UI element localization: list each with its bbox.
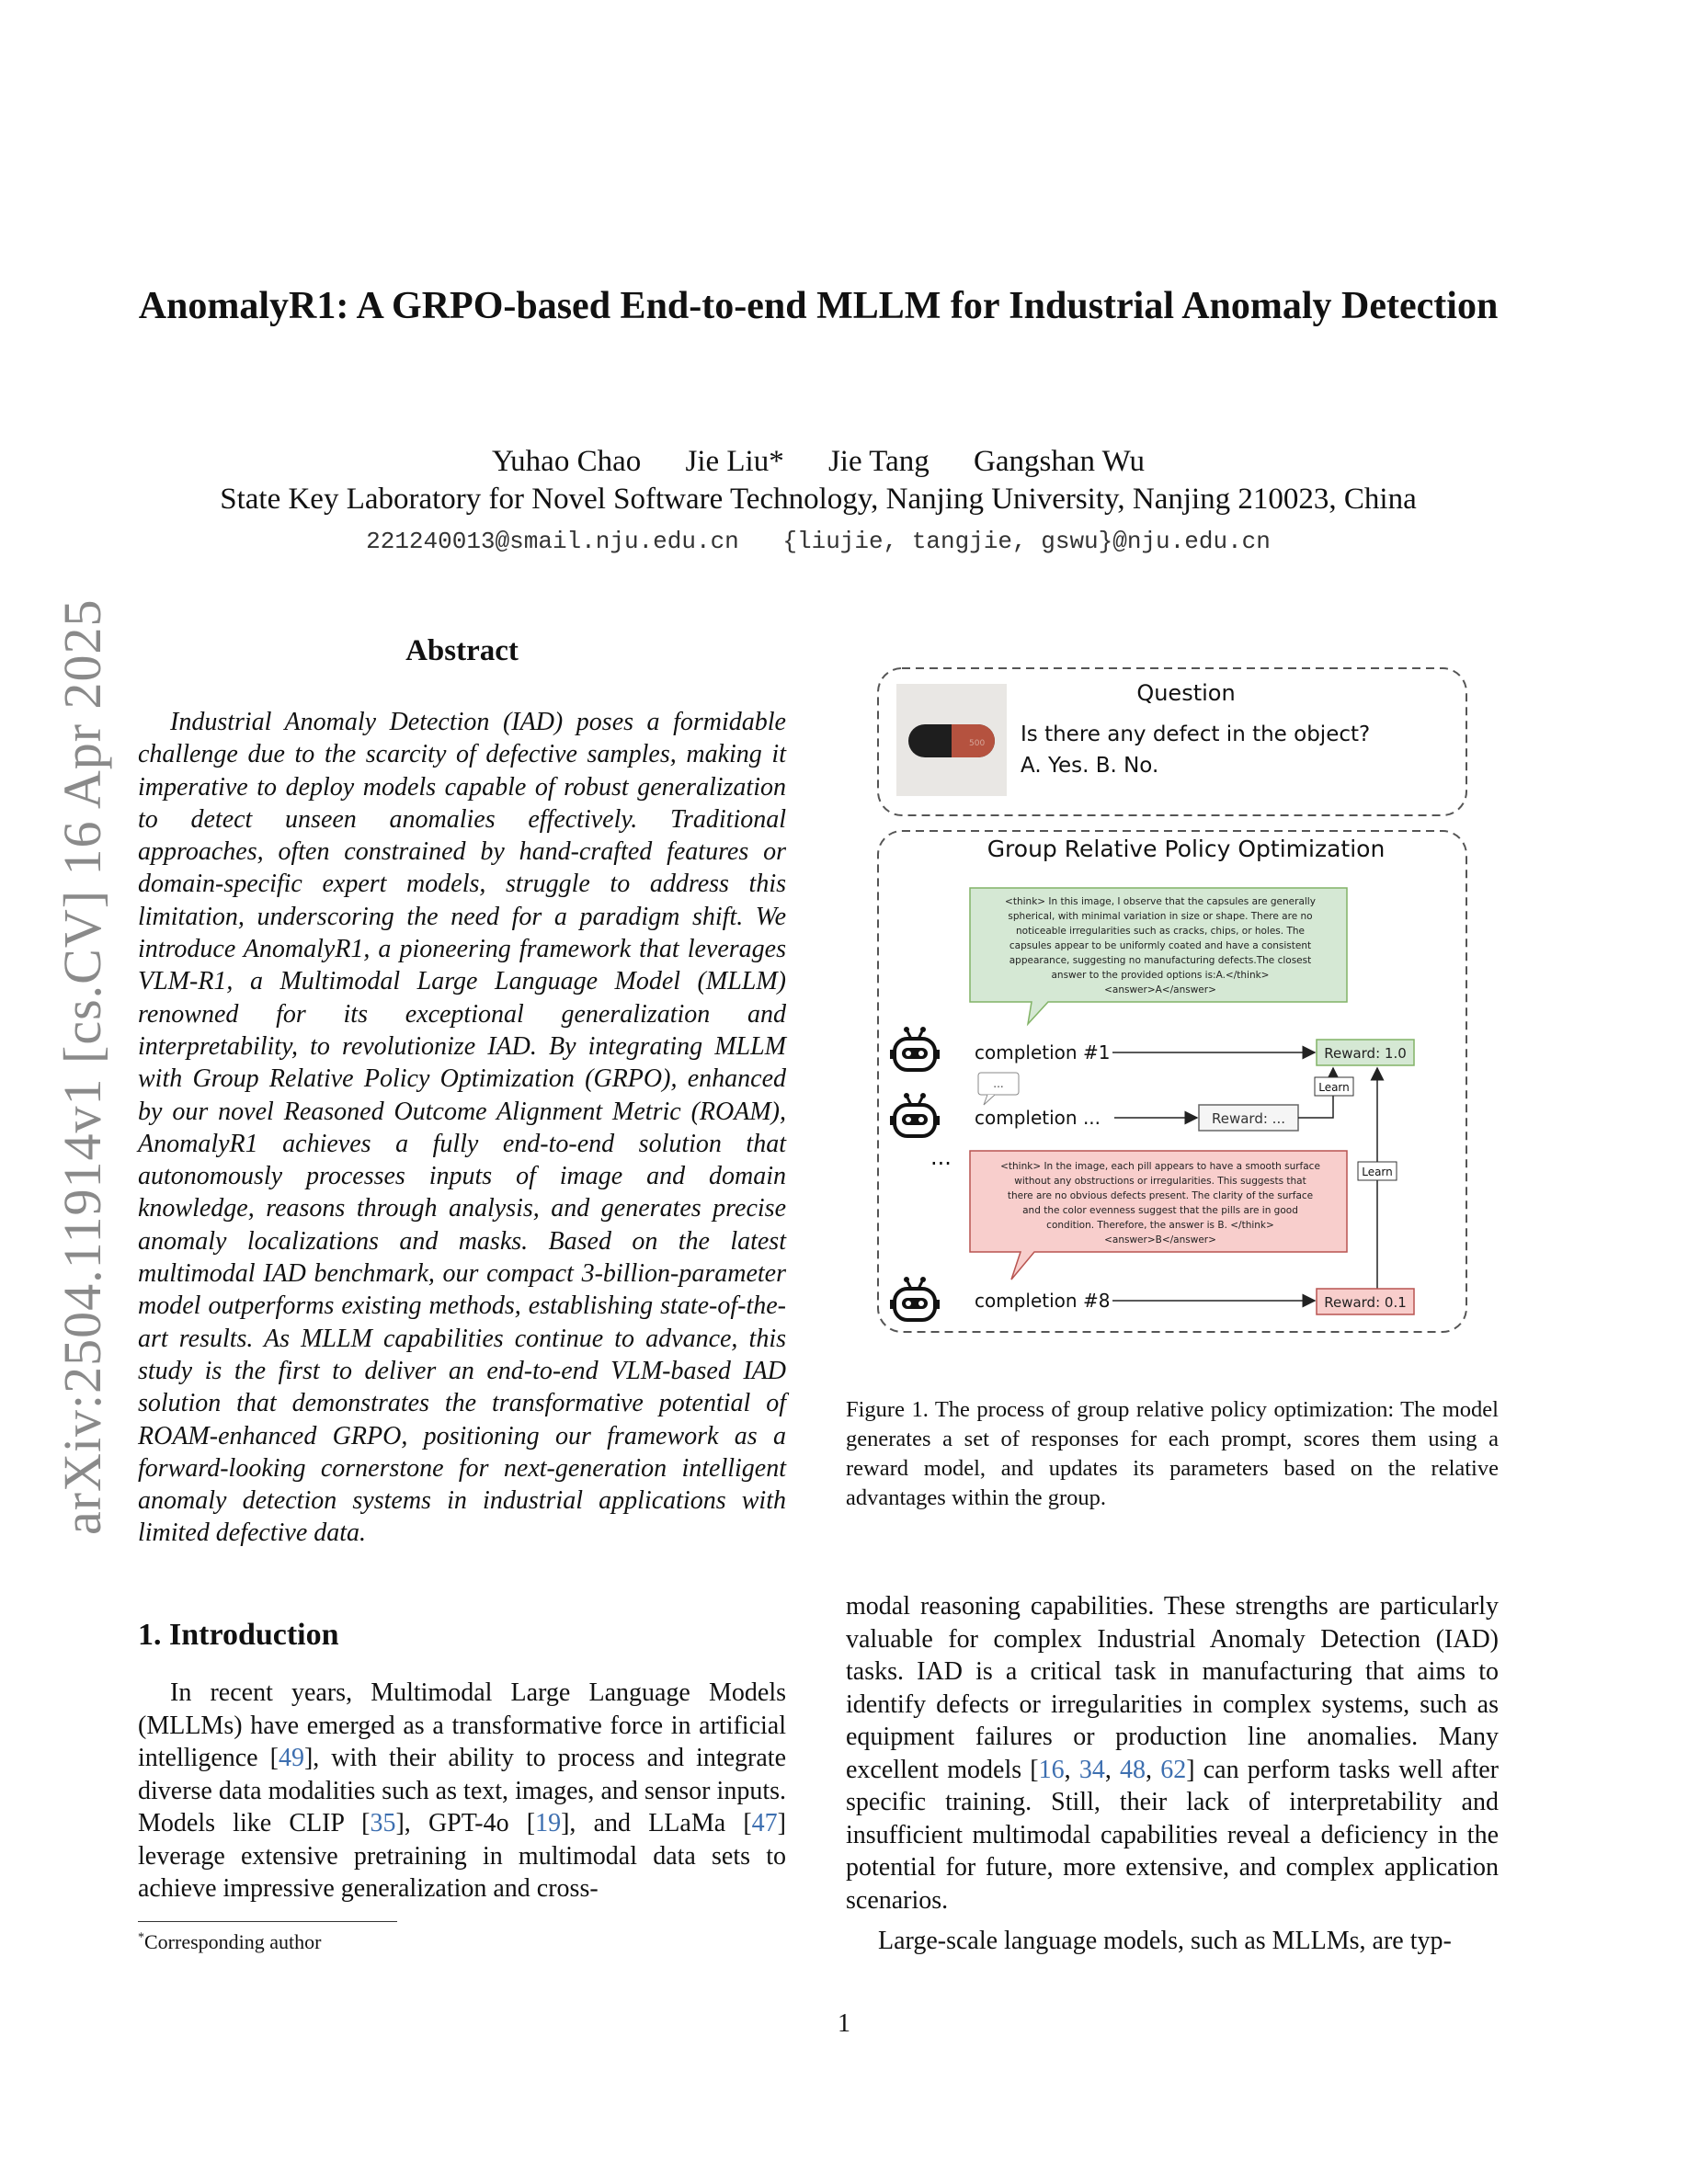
bubble-line: spherical, with minimal variation in size or shape. There are no bbox=[1008, 911, 1313, 922]
email: 221240013@smail.nju.edu.cn bbox=[366, 528, 739, 555]
affiliation: State Key Laboratory for Novel Software Technology, Nanjing University, Nanjing 210023, China bbox=[220, 483, 1417, 516]
bubble-line: answer to the provided options is:A.</think> bbox=[1051, 970, 1270, 981]
section-heading: 1. Introduction bbox=[138, 1618, 339, 1652]
bubble-line: condition. Therefore, the answer is B. </think> bbox=[1046, 1220, 1274, 1231]
text-run: ], GPT-4o [ bbox=[395, 1809, 536, 1837]
citation-link[interactable]: 16 bbox=[1038, 1755, 1065, 1784]
red-speech-bubble bbox=[970, 1151, 1347, 1280]
citation-link[interactable]: 48 bbox=[1120, 1755, 1146, 1784]
footnote-text: Corresponding author bbox=[144, 1930, 322, 1953]
text-run: ], with their ability to process and integrate diverse data modalities such as text, images, and sensor inputs. Models like CLIP [ bbox=[138, 1744, 786, 1837]
reward-label: Reward: 1.0 bbox=[1324, 1045, 1407, 1062]
paper-title: AnomalyR1: A GRPO-based End-to-end MLLM for Industrial Anomaly Detection bbox=[138, 285, 1499, 327]
page-number: 1 bbox=[838, 2009, 850, 2038]
question-title: Question bbox=[1136, 680, 1236, 706]
capsule-print: 500 bbox=[969, 739, 986, 748]
citation-link[interactable]: 19 bbox=[535, 1809, 562, 1837]
bubble-line: <answer>B</answer> bbox=[1104, 1234, 1216, 1246]
text-run: In recent years, Multimodal Large Language Models (MLLMs) have emerged as a transformative force in artificial intelligence [ bbox=[138, 1678, 786, 1772]
text-run: ], and LLaMa [ bbox=[561, 1809, 752, 1837]
citation-link[interactable]: 35 bbox=[370, 1809, 396, 1837]
robot-icon bbox=[890, 1277, 940, 1320]
citation-link[interactable]: 47 bbox=[751, 1809, 778, 1837]
citation-link[interactable]: 62 bbox=[1160, 1755, 1187, 1784]
grpo-title: Group Relative Policy Optimization bbox=[987, 836, 1386, 862]
footnote bbox=[138, 1930, 321, 1954]
text-run: ] leverage extensive pretraining in multimodal data sets to achieve impressive generalization and cross- bbox=[138, 1809, 786, 1903]
bubble-line: <think> In this image, I observe that the capsules are generally bbox=[1005, 896, 1316, 907]
text-run: modal reasoning capabilities. These strengths are particularly valuable for complex Industrial Anomaly Detection (IAD) tasks. IAD is a critical task in manufacturing that aims to identify defects or irregularities in complex systems, such as equipment failures or production line anomalies. Many excellent models [ bbox=[846, 1592, 1499, 1784]
robot-icon bbox=[890, 1027, 940, 1070]
completion-label: completion ... bbox=[975, 1107, 1101, 1129]
arxiv-stamp: arXiv:2504.11914v1 [cs.CV] 16 Apr 2025 bbox=[52, 598, 112, 1535]
capsule-image bbox=[908, 724, 995, 757]
bubble-line: there are no obvious defects present. The clarity of the surface bbox=[1007, 1190, 1314, 1201]
figure-diagram bbox=[873, 664, 1471, 1339]
author-name: Yuhao Chao bbox=[492, 445, 642, 478]
reward-label: Reward: 0.1 bbox=[1324, 1294, 1407, 1311]
figure-grpo bbox=[873, 664, 1471, 1339]
green-speech-bubble bbox=[970, 888, 1347, 1024]
bubble-line: capsules appear to be uniformly coated and have a consistent bbox=[1009, 940, 1312, 951]
robot-icon bbox=[890, 1093, 940, 1136]
completion-label: completion #8 bbox=[975, 1290, 1111, 1312]
email: {liujie, tangjie, gswu}@nju.edu.cn bbox=[782, 528, 1271, 555]
bubble-line: without any obstructions or irregularities. This suggests that bbox=[1014, 1176, 1306, 1187]
bubble-line: and the color evenness suggest that the pills are in good bbox=[1022, 1205, 1298, 1216]
footnote-mark: * bbox=[138, 1930, 144, 1945]
intro-paragraph: Large-scale language models, such as MLLMs, are typ- bbox=[878, 1927, 1452, 1955]
bubble-line: <answer>A</answer> bbox=[1104, 984, 1216, 995]
abstract-heading: Abstract bbox=[405, 634, 519, 667]
citation-link[interactable]: 34 bbox=[1078, 1755, 1105, 1784]
figure-caption: Figure 1. The process of group relative policy optimization: The model generates a set of responses for each prompt, scores them using a reward model, and updates its parameters based on the relative advantages within the group. bbox=[846, 1397, 1499, 1510]
ellipsis: ... bbox=[930, 1144, 952, 1170]
author-name: Gangshan Wu bbox=[974, 445, 1145, 478]
author-list bbox=[138, 443, 1499, 480]
question-options: A. Yes. B. No. bbox=[1021, 754, 1159, 778]
question-text: Is there any defect in the object? bbox=[1021, 722, 1371, 746]
learn-label: Learn bbox=[1362, 1166, 1393, 1178]
learn-label: Learn bbox=[1318, 1081, 1350, 1094]
citation-link[interactable]: 49 bbox=[278, 1744, 304, 1772]
bubble-line: appearance, suggesting no manufacturing defects.The closest bbox=[1009, 955, 1312, 966]
bubble-line: noticeable irregularities such as cracks, chips, or holes. The bbox=[1016, 926, 1305, 937]
reward-label: Reward: ... bbox=[1212, 1110, 1285, 1127]
intro-paragraph bbox=[138, 1677, 786, 1905]
text-run: ] can perform tasks well after specific training. Still, their lack of interpretability and insufficient multimodal capabilities reveal a deficiency in the potential for future, more extensive, and complex application scenarios. bbox=[846, 1755, 1499, 1915]
footnote-rule bbox=[138, 1921, 397, 1922]
small-bubble-text: ... bbox=[993, 1077, 1004, 1090]
email-list bbox=[138, 528, 1499, 555]
intro-paragraph: modal reasoning capabilities. These strengths are particularly valuable for complex Industrial Anomaly Detection (IAD) tasks. IAD is a critical task in manufacturing that aims to identify defects or irregularities in complex systems, such as equipment failures or production line anomalies. Many excellent models [16, 34, 48, 62] can perform tasks well after specific training. Still, their lack of interpretability and insufficient multimodal capabilities reveal a deficiency in the potential for future, more extensive, and complex application scenarios. bbox=[846, 1592, 1499, 1915]
author-name: Jie Tang bbox=[827, 445, 930, 478]
completion-label: completion #1 bbox=[975, 1041, 1111, 1064]
author-name: Jie Liu* bbox=[685, 445, 784, 478]
bubble-line: <think> In the image, each pill appears to have a smooth surface bbox=[1000, 1161, 1320, 1172]
abstract-text: Industrial Anomaly Detection (IAD) poses a formidable challenge due to the scarcity of defective samples, making it imperative to deploy models capable of robust generalization to detect unseen anomalies effectively. Traditional approaches, often constrained by hand-crafted features or domain-specific expert models, struggle to address this limitation, underscoring the need for a paradigm shift. We introduce AnomalyR1, a pioneering framework that leverages VLM-R1, a Multimodal Large Language Model (MLLM) renowned for its exceptional generalization and interpretability, to revolutionize IAD. By integrating MLLM with Group Relative Policy Optimization (GRPO), enhanced by our novel Reasoned Outcome Alignment Metric (ROAM), AnomalyR1 achieves a fully end-to-end solution that autonomously processes inputs of image and domain knowledge, reasons through analysis, and generates precise anomaly localizations and masks. Based on the latest multimodal IAD benchmark, our compact 3-billion-parameter model outperforms existing methods, establishing state-of-the-art results. As MLLM capabilities continue to advance, this study is the first to deliver an end-to-end VLM-based IAD solution that demonstrates the transformative potential of ROAM-enhanced GRPO, positioning our framework as a forward-looking cornerstone for next-generation intelligent anomaly detection systems in industrial applications with limited defective data. bbox=[138, 708, 786, 1548]
